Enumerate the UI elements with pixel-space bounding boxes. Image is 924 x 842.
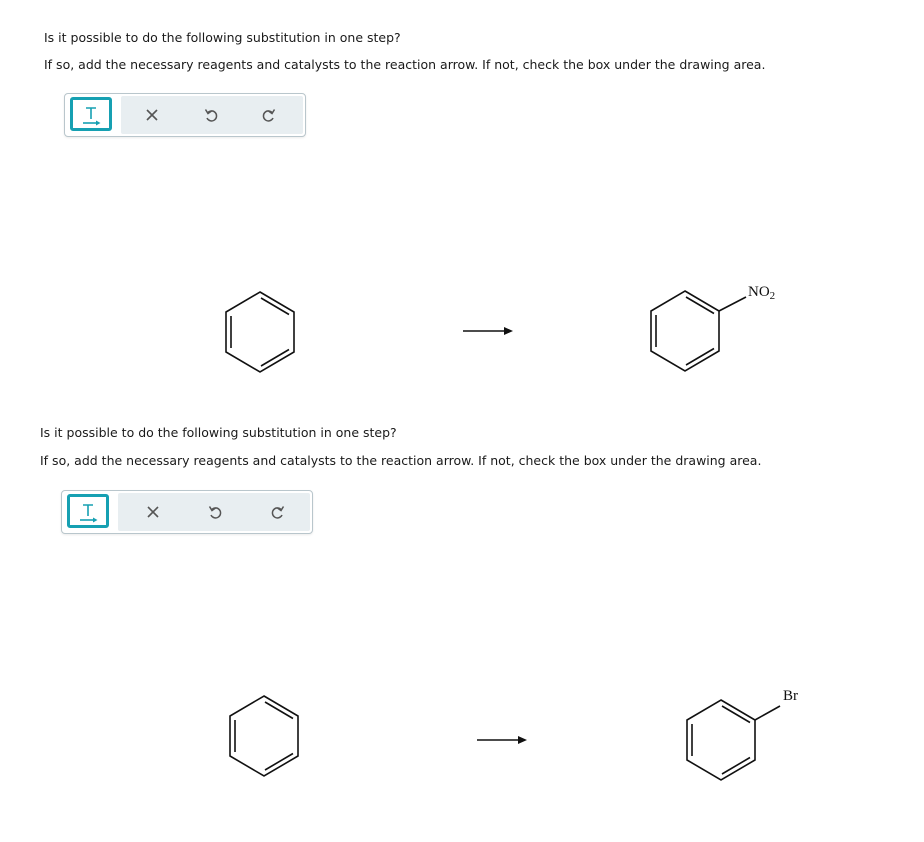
undo-button[interactable]: [202, 499, 228, 525]
reaction-arrow-1[interactable]: [462, 324, 516, 338]
arrow-text-tool-button[interactable]: [67, 494, 109, 528]
close-icon: [145, 108, 159, 122]
redo-button[interactable]: [265, 499, 291, 525]
redo-icon: [270, 504, 286, 520]
arrow-text-icon: [78, 501, 100, 525]
bromo-group-label: Br: [783, 688, 798, 704]
close-icon: [146, 505, 160, 519]
reaction-arrow-2[interactable]: [476, 733, 530, 747]
question-1-line-1: Is it possible to do the following substitution in one step?: [44, 30, 401, 45]
redo-button[interactable]: [256, 102, 282, 128]
arrow-text-icon: [81, 104, 103, 128]
arrow-text-tool-button[interactable]: [70, 97, 112, 131]
bromobenzene-product[interactable]: [678, 694, 788, 786]
benzene-reactant-2[interactable]: [222, 692, 306, 782]
clear-button[interactable]: [140, 499, 166, 525]
nitro-group-label: $NO_2$: [748, 284, 776, 302]
clear-button[interactable]: [139, 102, 165, 128]
undo-icon: [207, 504, 223, 520]
benzene-reactant-1[interactable]: [218, 288, 302, 378]
undo-button[interactable]: [198, 102, 224, 128]
drawing-toolbar-2: [61, 490, 313, 534]
question-2-line-1: Is it possible to do the following substitution in one step?: [40, 425, 397, 440]
nitrobenzene-product[interactable]: [642, 285, 752, 377]
question-2-line-2: If so, add the necessary reagents and catalysts to the reaction arrow. If not, check the box under the drawing area.: [40, 453, 762, 468]
question-1-line-2: If so, add the necessary reagents and catalysts to the reaction arrow. If not, check the box under the drawing area.: [44, 57, 766, 72]
undo-icon: [203, 107, 219, 123]
drawing-toolbar-1: [64, 93, 306, 137]
redo-icon: [261, 107, 277, 123]
